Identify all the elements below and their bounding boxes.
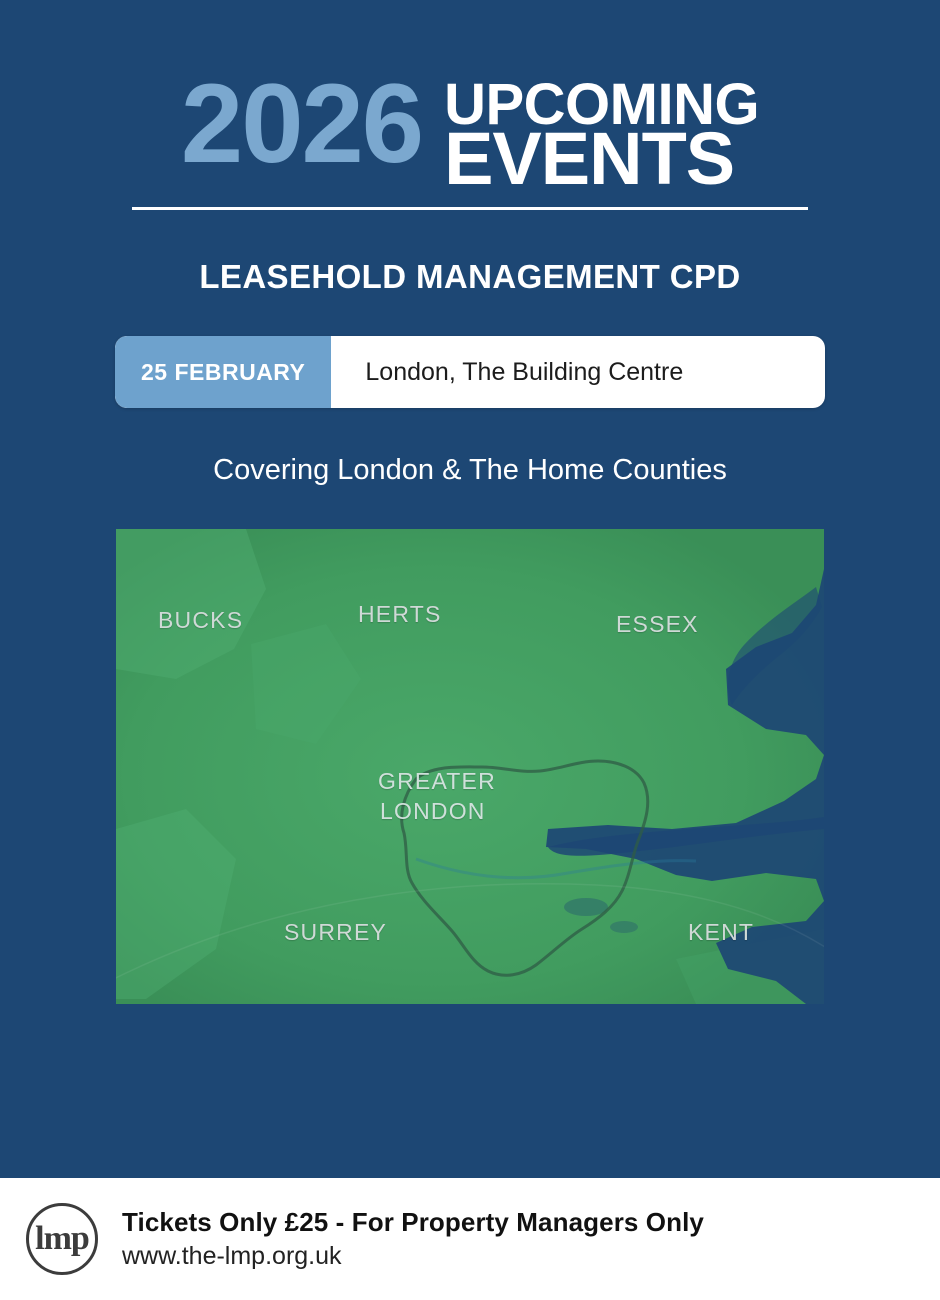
coverage-text: Covering London & The Home Counties [213, 454, 727, 487]
event-row-wrap [0, 336, 940, 408]
header-title-block [444, 72, 760, 201]
header-upcoming: UPCOMING [444, 72, 760, 137]
lmp-logo: lmp [26, 1203, 98, 1275]
map-label-essex: ESSEX [616, 611, 699, 638]
header-divider [132, 207, 808, 210]
footer-website[interactable]: www.the-lmp.org.uk [122, 1242, 342, 1270]
poster-footer [0, 1178, 940, 1300]
header-inner [180, 61, 760, 201]
event-date-badge: 25 FEBRUARY [115, 336, 331, 408]
map-label-kent: KENT [688, 919, 755, 946]
course-title: LEASEHOLD MANAGEMENT CPD [199, 258, 741, 296]
map-label-herts: HERTS [358, 601, 442, 628]
map-label-surrey: SURREY [284, 919, 388, 946]
header-events: EVENTS [444, 117, 735, 201]
map-label-london: LONDON [380, 798, 486, 825]
map-label-bucks: BUCKS [158, 607, 244, 634]
event-year: 2026 [180, 61, 423, 186]
poster-header [0, 61, 940, 201]
event-row[interactable] [115, 336, 825, 408]
map-label-greater: GREATER [378, 768, 496, 795]
footer-tickets-line: Tickets Only £25 - For Property Managers Only [122, 1207, 704, 1237]
footer-text [122, 1207, 704, 1271]
event-venue: London, The Building Centre [365, 357, 684, 386]
coverage-map [116, 529, 824, 1004]
map-wrap [0, 529, 940, 1004]
